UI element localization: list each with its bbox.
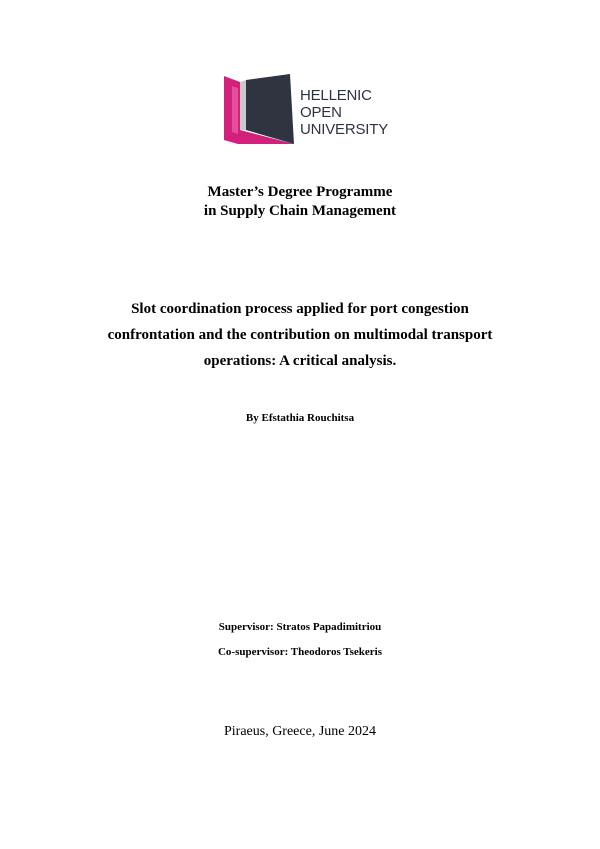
emblem-page-edge <box>240 80 246 130</box>
thesis-title-line-1: Slot coordination process applied for port congestion <box>131 301 469 317</box>
programme-line-1: Master’s Degree Programme <box>207 184 393 200</box>
university-logo <box>224 72 394 147</box>
supervisors-block <box>0 620 600 659</box>
supervisor-line: Supervisor: Stratos Papadimitriou <box>218 621 382 633</box>
place-date-line: Piraeus, Greece, June 2024 <box>223 724 376 739</box>
co-supervisor-line: Co-supervisor: Theodoros Tsekeris <box>217 646 382 658</box>
thesis-title-line-3: operations: A critical analysis. <box>203 353 397 369</box>
programme-line-2: in Supply Chain Management <box>203 203 397 219</box>
thesis-title-line-2: confrontation and the contribution on multimodal transport <box>107 327 493 343</box>
thesis-title <box>60 296 540 374</box>
emblem-inner-accent <box>232 86 238 134</box>
logo-line-hellenic: HELLENIC <box>300 87 372 104</box>
author-line: By Efstathia Rouchitsa <box>245 412 355 424</box>
programme-heading <box>0 183 600 221</box>
logo-wordmark <box>300 87 388 138</box>
logo-line-open: OPEN <box>300 104 342 121</box>
logo-line-university: UNIVERSITY <box>300 121 389 138</box>
book-emblem-icon <box>224 72 296 147</box>
